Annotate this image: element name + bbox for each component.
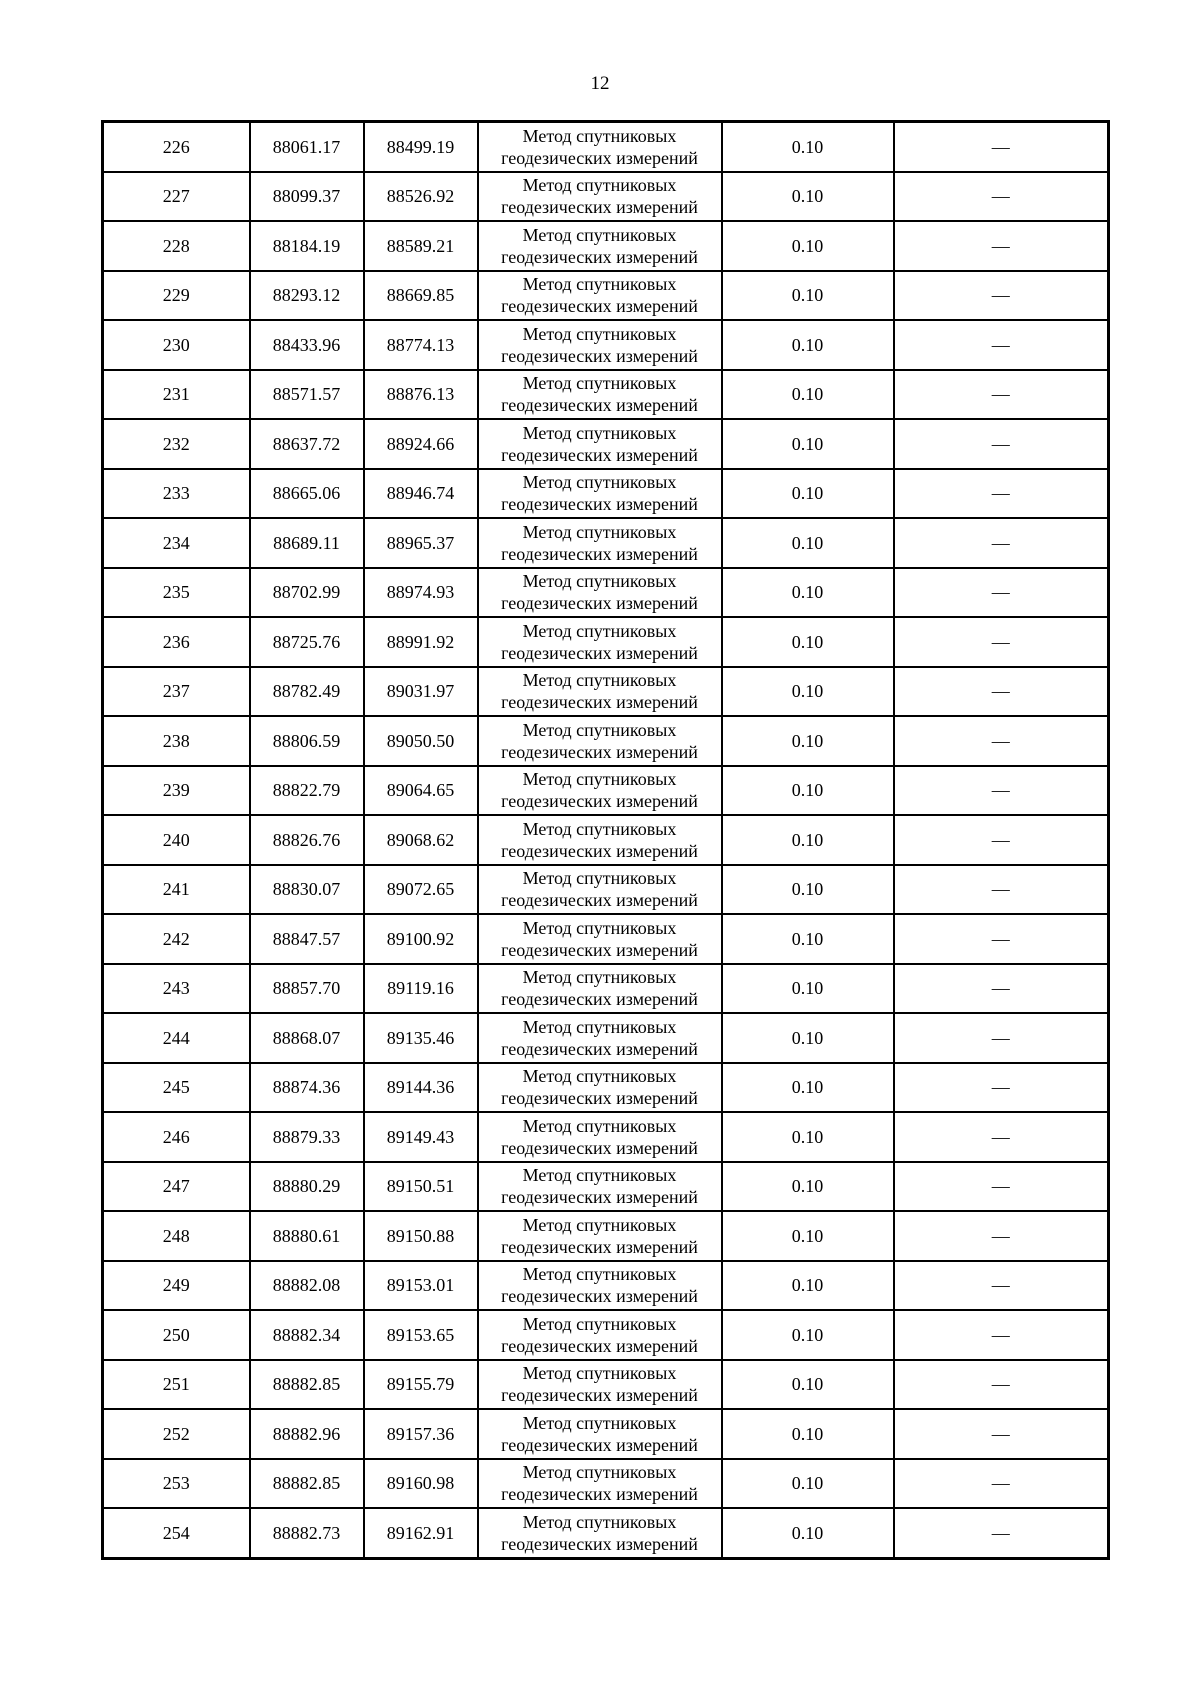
method-line-2: геодезических измерений xyxy=(501,1335,698,1356)
method-line-1: Метод спутниковых xyxy=(522,224,677,245)
method-line-1: Метод спутниковых xyxy=(522,521,677,542)
accuracy-cell: 0.10 xyxy=(722,122,894,172)
point-number-cell: 230 xyxy=(103,320,250,370)
x-coordinate-cell: 88725.76 xyxy=(250,617,364,667)
note-cell: — xyxy=(894,667,1109,717)
method-cell xyxy=(478,320,722,370)
y-coordinate-cell: 89150.51 xyxy=(364,1162,478,1212)
x-coordinate-cell: 88879.33 xyxy=(250,1112,364,1162)
x-coordinate-cell: 88882.73 xyxy=(250,1508,364,1558)
method-line-2: геодезических измерений xyxy=(501,1088,698,1109)
point-number-cell: 250 xyxy=(103,1310,250,1360)
y-coordinate-cell: 89153.65 xyxy=(364,1310,478,1360)
x-coordinate-cell: 88882.85 xyxy=(250,1459,364,1509)
accuracy-cell: 0.10 xyxy=(722,419,894,469)
point-number-cell: 247 xyxy=(103,1162,250,1212)
table-row xyxy=(103,1063,1109,1113)
method-cell xyxy=(478,271,722,321)
table-row xyxy=(103,964,1109,1014)
method-line-2: геодезических измерений xyxy=(501,890,698,911)
note-cell: — xyxy=(894,766,1109,816)
x-coordinate-cell: 88061.17 xyxy=(250,122,364,172)
note-cell: — xyxy=(894,1261,1109,1311)
page-number: 12 xyxy=(590,73,610,94)
note-cell: — xyxy=(894,271,1109,321)
table-row xyxy=(103,568,1109,618)
x-coordinate-cell: 88868.07 xyxy=(250,1013,364,1063)
accuracy-cell: 0.10 xyxy=(722,914,894,964)
method-line-2: геодезических измерений xyxy=(501,1484,698,1505)
point-number-cell: 252 xyxy=(103,1409,250,1459)
method-cell xyxy=(478,914,722,964)
table-row xyxy=(103,1409,1109,1459)
note-cell: — xyxy=(894,815,1109,865)
y-coordinate-cell: 88991.92 xyxy=(364,617,478,667)
x-coordinate-cell: 88857.70 xyxy=(250,964,364,1014)
point-number-cell: 240 xyxy=(103,815,250,865)
method-line-2: геодезических измерений xyxy=(501,791,698,812)
accuracy-cell: 0.10 xyxy=(722,518,894,568)
accuracy-cell: 0.10 xyxy=(722,766,894,816)
method-cell xyxy=(478,964,722,1014)
accuracy-cell: 0.10 xyxy=(722,172,894,222)
accuracy-cell: 0.10 xyxy=(722,271,894,321)
y-coordinate-cell: 89031.97 xyxy=(364,667,478,717)
x-coordinate-cell: 88433.96 xyxy=(250,320,364,370)
y-coordinate-cell: 89144.36 xyxy=(364,1063,478,1113)
method-line-1: Метод спутниковых xyxy=(522,1115,677,1136)
accuracy-cell: 0.10 xyxy=(722,617,894,667)
accuracy-cell: 0.10 xyxy=(722,964,894,1014)
y-coordinate-cell: 89155.79 xyxy=(364,1360,478,1410)
accuracy-cell: 0.10 xyxy=(722,1261,894,1311)
note-cell: — xyxy=(894,1013,1109,1063)
table-row xyxy=(103,320,1109,370)
point-number-cell: 235 xyxy=(103,568,250,618)
table-row xyxy=(103,1211,1109,1261)
table-row xyxy=(103,271,1109,321)
table-row xyxy=(103,172,1109,222)
y-coordinate-cell: 88526.92 xyxy=(364,172,478,222)
method-line-2: геодезических измерений xyxy=(501,1286,698,1307)
method-line-2: геодезических измерений xyxy=(501,1434,698,1455)
note-cell: — xyxy=(894,1508,1109,1558)
coordinates-table-body xyxy=(103,122,1109,1559)
method-cell xyxy=(478,1310,722,1360)
method-line-1: Метод спутниковых xyxy=(522,373,677,394)
method-line-1: Метод спутниковых xyxy=(522,868,677,889)
accuracy-cell: 0.10 xyxy=(722,469,894,519)
accuracy-cell: 0.10 xyxy=(722,1409,894,1459)
method-cell xyxy=(478,419,722,469)
y-coordinate-cell: 89072.65 xyxy=(364,865,478,915)
method-line-2: геодезических измерений xyxy=(501,989,698,1010)
y-coordinate-cell: 88876.13 xyxy=(364,370,478,420)
method-cell xyxy=(478,1360,722,1410)
method-cell xyxy=(478,667,722,717)
y-coordinate-cell: 88965.37 xyxy=(364,518,478,568)
point-number-cell: 237 xyxy=(103,667,250,717)
table-row xyxy=(103,716,1109,766)
method-line-2: геодезических измерений xyxy=(501,593,698,614)
method-line-2: геодезических измерений xyxy=(501,1137,698,1158)
point-number-cell: 229 xyxy=(103,271,250,321)
accuracy-cell: 0.10 xyxy=(722,221,894,271)
x-coordinate-cell: 88184.19 xyxy=(250,221,364,271)
method-cell xyxy=(478,122,722,172)
method-line-1: Метод спутниковых xyxy=(522,620,677,641)
point-number-cell: 231 xyxy=(103,370,250,420)
note-cell: — xyxy=(894,122,1109,172)
method-line-2: геодезических измерений xyxy=(501,444,698,465)
accuracy-cell: 0.10 xyxy=(722,716,894,766)
y-coordinate-cell: 89050.50 xyxy=(364,716,478,766)
point-number-cell: 248 xyxy=(103,1211,250,1261)
method-line-1: Метод спутниковых xyxy=(522,1214,677,1235)
method-line-1: Метод спутниковых xyxy=(522,125,677,146)
x-coordinate-cell: 88882.85 xyxy=(250,1360,364,1410)
method-line-2: геодезических измерений xyxy=(501,741,698,762)
method-line-2: геодезических измерений xyxy=(501,345,698,366)
note-cell: — xyxy=(894,518,1109,568)
method-line-1: Метод спутниковых xyxy=(522,175,677,196)
method-cell xyxy=(478,1409,722,1459)
y-coordinate-cell: 89064.65 xyxy=(364,766,478,816)
method-cell xyxy=(478,1261,722,1311)
point-number-cell: 233 xyxy=(103,469,250,519)
table-row xyxy=(103,1162,1109,1212)
y-coordinate-cell: 89160.98 xyxy=(364,1459,478,1509)
y-coordinate-cell: 88774.13 xyxy=(364,320,478,370)
table-row xyxy=(103,469,1109,519)
table-row xyxy=(103,1013,1109,1063)
note-cell: — xyxy=(894,914,1109,964)
y-coordinate-cell: 89068.62 xyxy=(364,815,478,865)
method-line-1: Метод спутниковых xyxy=(522,323,677,344)
method-line-1: Метод спутниковых xyxy=(522,769,677,790)
y-coordinate-cell: 89150.88 xyxy=(364,1211,478,1261)
y-coordinate-cell: 88974.93 xyxy=(364,568,478,618)
note-cell: — xyxy=(894,617,1109,667)
method-cell xyxy=(478,568,722,618)
method-line-2: геодезических измерений xyxy=(501,197,698,218)
y-coordinate-cell: 89153.01 xyxy=(364,1261,478,1311)
x-coordinate-cell: 88874.36 xyxy=(250,1063,364,1113)
method-line-1: Метод спутниковых xyxy=(522,719,677,740)
method-line-1: Метод спутниковых xyxy=(522,967,677,988)
method-cell xyxy=(478,221,722,271)
table-row xyxy=(103,1459,1109,1509)
method-line-2: геодезических измерений xyxy=(501,840,698,861)
x-coordinate-cell: 88689.11 xyxy=(250,518,364,568)
method-cell xyxy=(478,617,722,667)
x-coordinate-cell: 88782.49 xyxy=(250,667,364,717)
method-line-1: Метод спутниковых xyxy=(522,1462,677,1483)
method-line-1: Метод спутниковых xyxy=(522,818,677,839)
method-line-2: геодезических измерений xyxy=(501,692,698,713)
table-row xyxy=(103,865,1109,915)
note-cell: — xyxy=(894,370,1109,420)
table-row xyxy=(103,1261,1109,1311)
y-coordinate-cell: 88669.85 xyxy=(364,271,478,321)
accuracy-cell: 0.10 xyxy=(722,1360,894,1410)
method-line-1: Метод спутниковых xyxy=(522,422,677,443)
note-cell: — xyxy=(894,172,1109,222)
accuracy-cell: 0.10 xyxy=(722,667,894,717)
x-coordinate-cell: 88826.76 xyxy=(250,815,364,865)
point-number-cell: 228 xyxy=(103,221,250,271)
method-line-2: геодезических измерений xyxy=(501,1038,698,1059)
method-line-2: геодезических измерений xyxy=(501,494,698,515)
x-coordinate-cell: 88099.37 xyxy=(250,172,364,222)
method-cell xyxy=(478,1162,722,1212)
note-cell: — xyxy=(894,1459,1109,1509)
method-line-1: Метод спутниковых xyxy=(522,1066,677,1087)
method-line-2: геодезических измерений xyxy=(501,147,698,168)
point-number-cell: 246 xyxy=(103,1112,250,1162)
method-line-2: геодезических измерений xyxy=(501,246,698,267)
method-cell xyxy=(478,1063,722,1113)
x-coordinate-cell: 88880.29 xyxy=(250,1162,364,1212)
x-coordinate-cell: 88822.79 xyxy=(250,766,364,816)
method-cell xyxy=(478,865,722,915)
accuracy-cell: 0.10 xyxy=(722,320,894,370)
method-line-1: Метод спутниковых xyxy=(522,670,677,691)
table-row xyxy=(103,518,1109,568)
y-coordinate-cell: 88946.74 xyxy=(364,469,478,519)
method-cell xyxy=(478,172,722,222)
method-line-2: геодезических измерений xyxy=(501,939,698,960)
note-cell: — xyxy=(894,1112,1109,1162)
method-line-1: Метод спутниковых xyxy=(522,571,677,592)
x-coordinate-cell: 88882.34 xyxy=(250,1310,364,1360)
method-cell xyxy=(478,1112,722,1162)
point-number-cell: 244 xyxy=(103,1013,250,1063)
method-cell xyxy=(478,469,722,519)
accuracy-cell: 0.10 xyxy=(722,370,894,420)
y-coordinate-cell: 89119.16 xyxy=(364,964,478,1014)
method-line-1: Метод спутниковых xyxy=(522,1165,677,1186)
coordinates-table xyxy=(101,120,1110,1560)
point-number-cell: 226 xyxy=(103,122,250,172)
method-cell xyxy=(478,815,722,865)
method-line-1: Метод спутниковых xyxy=(522,1264,677,1285)
method-line-2: геодезических измерений xyxy=(501,543,698,564)
method-line-1: Метод спутниковых xyxy=(522,917,677,938)
accuracy-cell: 0.10 xyxy=(722,1508,894,1558)
table-row xyxy=(103,815,1109,865)
method-line-2: геодезических измерений xyxy=(501,1385,698,1406)
note-cell: — xyxy=(894,1063,1109,1113)
y-coordinate-cell: 88924.66 xyxy=(364,419,478,469)
accuracy-cell: 0.10 xyxy=(722,815,894,865)
x-coordinate-cell: 88806.59 xyxy=(250,716,364,766)
method-cell xyxy=(478,1211,722,1261)
note-cell: — xyxy=(894,716,1109,766)
method-line-2: геодезических измерений xyxy=(501,642,698,663)
point-number-cell: 236 xyxy=(103,617,250,667)
y-coordinate-cell: 89149.43 xyxy=(364,1112,478,1162)
y-coordinate-cell: 88589.21 xyxy=(364,221,478,271)
x-coordinate-cell: 88882.96 xyxy=(250,1409,364,1459)
method-cell xyxy=(478,1459,722,1509)
table-row xyxy=(103,122,1109,172)
point-number-cell: 242 xyxy=(103,914,250,964)
note-cell: — xyxy=(894,419,1109,469)
y-coordinate-cell: 89100.92 xyxy=(364,914,478,964)
note-cell: — xyxy=(894,1409,1109,1459)
method-line-2: геодезических измерений xyxy=(501,1533,698,1554)
method-line-2: геодезических измерений xyxy=(501,1187,698,1208)
accuracy-cell: 0.10 xyxy=(722,865,894,915)
x-coordinate-cell: 88880.61 xyxy=(250,1211,364,1261)
table-row xyxy=(103,766,1109,816)
point-number-cell: 239 xyxy=(103,766,250,816)
accuracy-cell: 0.10 xyxy=(722,1063,894,1113)
point-number-cell: 243 xyxy=(103,964,250,1014)
method-cell xyxy=(478,518,722,568)
x-coordinate-cell: 88702.99 xyxy=(250,568,364,618)
x-coordinate-cell: 88847.57 xyxy=(250,914,364,964)
method-line-2: геодезических измерений xyxy=(501,395,698,416)
x-coordinate-cell: 88830.07 xyxy=(250,865,364,915)
x-coordinate-cell: 88571.57 xyxy=(250,370,364,420)
note-cell: — xyxy=(894,1162,1109,1212)
note-cell: — xyxy=(894,964,1109,1014)
method-cell xyxy=(478,1013,722,1063)
point-number-cell: 254 xyxy=(103,1508,250,1558)
accuracy-cell: 0.10 xyxy=(722,1162,894,1212)
point-number-cell: 249 xyxy=(103,1261,250,1311)
note-cell: — xyxy=(894,1360,1109,1410)
point-number-cell: 245 xyxy=(103,1063,250,1113)
method-line-1: Метод спутниковых xyxy=(522,1363,677,1384)
method-line-1: Метод спутниковых xyxy=(522,1511,677,1532)
table-row xyxy=(103,667,1109,717)
table-row xyxy=(103,1508,1109,1558)
note-cell: — xyxy=(894,1310,1109,1360)
accuracy-cell: 0.10 xyxy=(722,1112,894,1162)
table-row xyxy=(103,1310,1109,1360)
note-cell: — xyxy=(894,568,1109,618)
method-cell xyxy=(478,1508,722,1558)
method-line-2: геодезических измерений xyxy=(501,296,698,317)
method-line-2: геодезических измерений xyxy=(501,1236,698,1257)
y-coordinate-cell: 89135.46 xyxy=(364,1013,478,1063)
note-cell: — xyxy=(894,221,1109,271)
accuracy-cell: 0.10 xyxy=(722,1310,894,1360)
point-number-cell: 227 xyxy=(103,172,250,222)
method-line-1: Метод спутниковых xyxy=(522,1412,677,1433)
accuracy-cell: 0.10 xyxy=(722,1013,894,1063)
note-cell: — xyxy=(894,469,1109,519)
method-line-1: Метод спутниковых xyxy=(522,274,677,295)
method-cell xyxy=(478,766,722,816)
method-line-1: Метод спутниковых xyxy=(522,1313,677,1334)
table-row xyxy=(103,419,1109,469)
x-coordinate-cell: 88293.12 xyxy=(250,271,364,321)
point-number-cell: 238 xyxy=(103,716,250,766)
method-line-1: Метод спутниковых xyxy=(522,472,677,493)
point-number-cell: 234 xyxy=(103,518,250,568)
table-row xyxy=(103,1360,1109,1410)
x-coordinate-cell: 88882.08 xyxy=(250,1261,364,1311)
table-row xyxy=(103,221,1109,271)
y-coordinate-cell: 89162.91 xyxy=(364,1508,478,1558)
y-coordinate-cell: 88499.19 xyxy=(364,122,478,172)
x-coordinate-cell: 88637.72 xyxy=(250,419,364,469)
table-row xyxy=(103,370,1109,420)
accuracy-cell: 0.10 xyxy=(722,1211,894,1261)
point-number-cell: 241 xyxy=(103,865,250,915)
y-coordinate-cell: 89157.36 xyxy=(364,1409,478,1459)
method-cell xyxy=(478,716,722,766)
point-number-cell: 253 xyxy=(103,1459,250,1509)
point-number-cell: 251 xyxy=(103,1360,250,1410)
accuracy-cell: 0.10 xyxy=(722,1459,894,1509)
table-row xyxy=(103,914,1109,964)
table-row xyxy=(103,1112,1109,1162)
table-row xyxy=(103,617,1109,667)
x-coordinate-cell: 88665.06 xyxy=(250,469,364,519)
method-line-1: Метод спутниковых xyxy=(522,1016,677,1037)
method-cell xyxy=(478,370,722,420)
point-number-cell: 232 xyxy=(103,419,250,469)
note-cell: — xyxy=(894,865,1109,915)
note-cell: — xyxy=(894,320,1109,370)
note-cell: — xyxy=(894,1211,1109,1261)
accuracy-cell: 0.10 xyxy=(722,568,894,618)
